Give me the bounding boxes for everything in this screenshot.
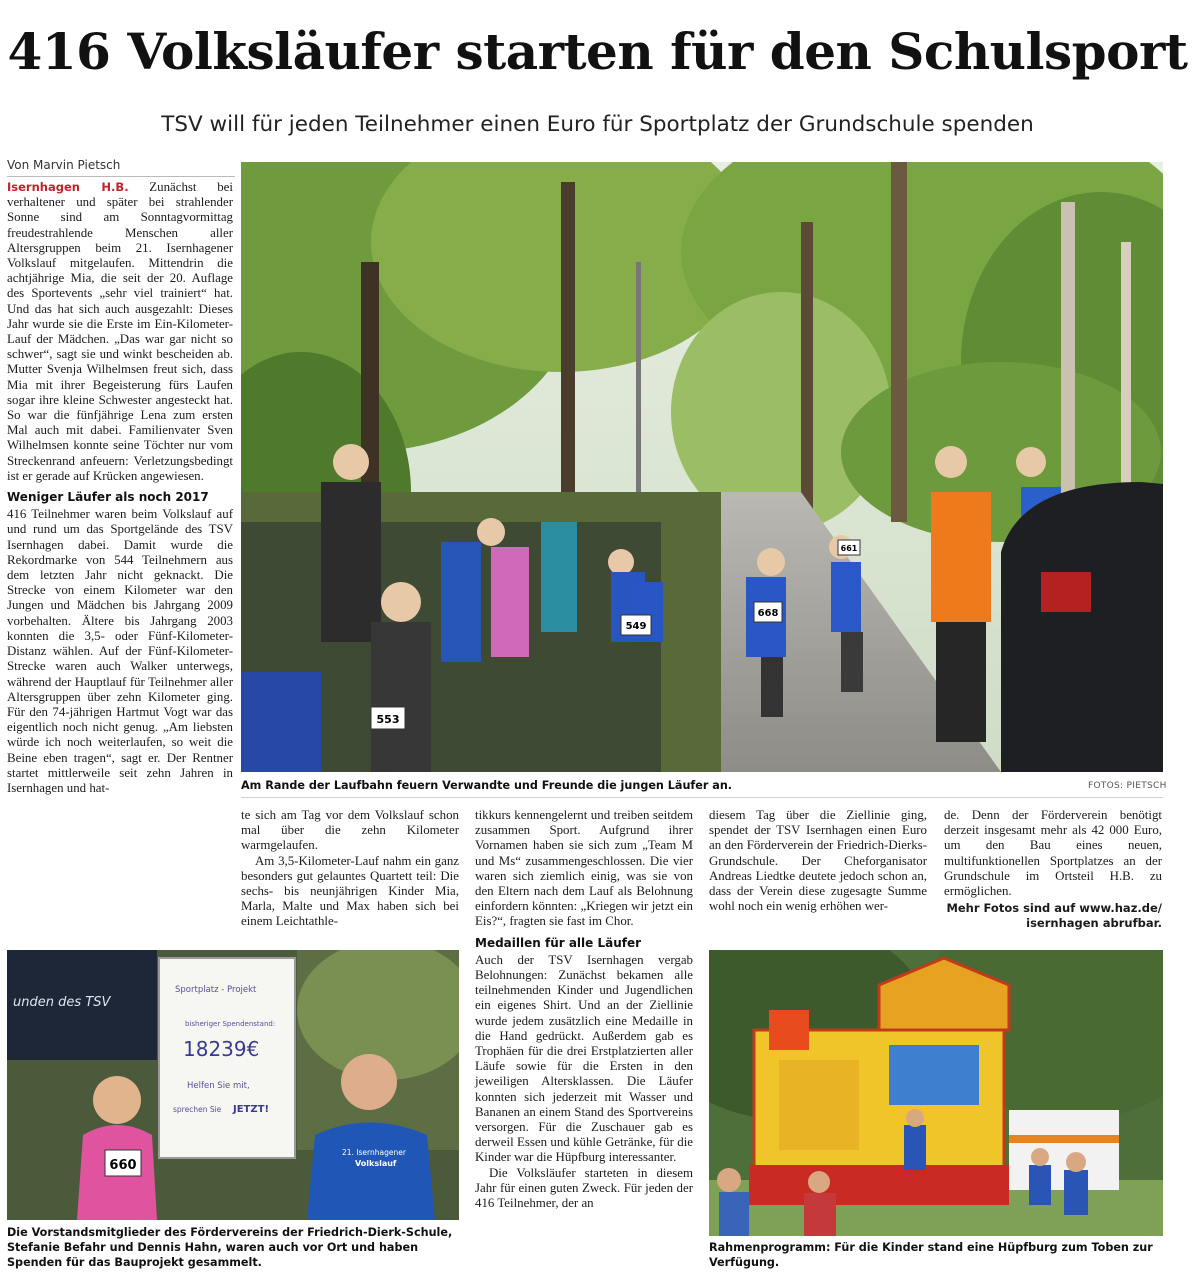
subheadline: TSV will für jeden Teilnehmer einen Euro für Sportplatz der Grundschule spenden	[161, 112, 1034, 137]
more-photos-note	[944, 901, 1162, 931]
shirt-text-2: Volkslauf	[355, 1159, 397, 1168]
bib-660: 660	[109, 1158, 137, 1173]
paragraph: 416 Teilnehmer waren beim Volkslauf auf und rund um das Sportgelände des TSV Isernhagen dabei. Damit wurde die Rekordmarke von 544 Teilnehmern aus dem letzten Jahr nicht geknackt. Die Strecke von einem Kilometer war den Jungen und Mädchen bis Jahrgang 2009 vorbehalten. Ältere bis Jahrgang 2003 konnten die 3,5- oder Fünf-Kilometer-Distanz wählen. Auf der Fünf-Kilometer-Strecke waren auch Walker unterwegs, während der Hauptlauf für Teilnehmer aller Altersgruppen über zehn Kilometer ging. Für den 74-jährigen Hartmut Vogt war das eigentlich noch nicht genug. „Am liebsten würde ich noch weiterlaufen, so weit die Beine eben tragen“, sagt er. Der Rentner startet mittlerweile seit zehn Jahren in Isernhagen und hat-	[7, 507, 233, 795]
paragraph: de. Denn der Förderverein benötigt derzeit insgesamt mehr als 42 000 Euro, um den Bau eines neuen, multifunktionellen Sportplatzes an der Grundschule im Ortsteil H.B. zu ermöglichen.	[944, 808, 1162, 899]
main-photo-caption: Am Rande der Laufbahn feuern Verwandte und Freunde die jungen Läufer an.	[241, 779, 733, 792]
article-column-2	[241, 808, 459, 930]
paragraph: Auch der TSV Isernhagen vergab Belohnungen: Zunächst bekamen alle teilnehmenden Kinder und Jugendlichen ein eigenes Shirt. Und an der Ziellinie wurde jedem zusätzlich eine Medaille in die Hand gedrückt. Außerdem gab es Trophäen für die drei Erstplatzierten aller Läufe sowie für die Ersten in den jeweiligen Altersklassen. Die Läufer konnten sich jederzeit mit Wasser und Bananen an einem Stand des Sportvereins versorgen. Für die Zuschauer gab es derweil Essen und kühle Getränke, für die Kinder war die Hüpfburg interessanter.	[475, 952, 693, 1165]
main-photo-race	[241, 162, 1163, 772]
board-line-2: bisheriger Spendenstand:	[185, 1020, 276, 1028]
bib-553: 553	[376, 713, 400, 726]
article-column-3	[475, 808, 693, 1211]
bib-549: 549	[625, 621, 647, 632]
banner-text: unden des TSV	[13, 995, 111, 1010]
paragraph: tikkurs kennengelernt und treiben seitdem zusammen Sport. Aufgrund ihrer Vornamen haben sie sich zum „Team M und Ms“ zusammengeschlossen. Die vier waren sich ziemlich einig, was sie von den Eltern nach dem Lauf als Belohnung einfordern könnten: „Kriegen wir jetzt ein Eis?“, fragten sie fast im Chor.	[475, 808, 693, 929]
byline: Von Marvin Pietsch	[7, 158, 235, 177]
photo-board-members	[7, 950, 459, 1220]
more-photos-line-2: isernhagen abrufbar.	[1026, 916, 1162, 931]
placeline: Isernhagen H.B.	[7, 180, 129, 194]
runners-on-road-image	[241, 162, 1163, 772]
photo2-caption: Die Vorstandsmitglieder des Fördervereins der Friedrich-Dierk-Schule, Stefanie Befahr und Dennis Hahn, waren auch vor Ort und haben Spenden für das Bauprojekt gesammelt.	[7, 1226, 453, 1269]
bouncy-castle-image	[709, 950, 1163, 1236]
article-column-1	[7, 180, 233, 796]
photo-bouncy-castle	[709, 950, 1163, 1236]
subtitle-medals: Medaillen für alle Läufer	[475, 935, 642, 950]
shirt-text-1: 21. Isernhagener	[342, 1148, 406, 1157]
board-members-image	[7, 950, 459, 1220]
board-line-5: sprechen Sie	[173, 1105, 222, 1114]
board-line-4: Helfen Sie mit,	[187, 1081, 250, 1091]
board-line-1: Sportplatz - Projekt	[175, 985, 257, 995]
paragraph: Am 3,5-Kilometer-Lauf nahm ein ganz besonders gut gelauntes Quartett teil: Die sechs- bis neunjährigen Kinder Mia, Marla, Malte und Max haben sich bei einem Leichtathle-	[241, 853, 459, 929]
article-column-5	[944, 808, 1162, 931]
subtitle-fewer-runners: Weniger Läufer als noch 2017	[7, 490, 209, 505]
bib-661: 661	[840, 544, 858, 553]
paragraph: te sich am Tag vor dem Volkslauf schon mal über die zehn Kilometer warmgelaufen.	[241, 808, 459, 853]
photo-credit: FOTOS: PIETSCH	[1088, 781, 1167, 791]
more-photos-line-1: Mehr Fotos sind auf www.haz.de/	[946, 901, 1162, 916]
board-line-6: JETZT!	[233, 1104, 270, 1115]
photo3-caption: Rahmenprogramm: Für die Kinder stand eine Hüpfburg zum Toben zur Verfügung.	[709, 1241, 1153, 1269]
paragraph: Die Volksläufer starteten in diesem Jahr für einen guten Zweck. Für jeden der 416 Teilnehmer, der an	[475, 1165, 693, 1211]
article-column-4	[709, 808, 927, 914]
paragraph: diesem Tag über die Ziellinie ging, spendet der TSV Isernhagen einen Euro an den Förderverein der Friedrich-Dierks-Grundschule. Der Cheforganisator Andreas Liedtke deutete jedoch schon an, dass der Verein diese zugesagte Summe wohl noch ein wenig erhöhen wer-	[709, 808, 927, 914]
board-line-amount: 18239€	[183, 1037, 260, 1061]
headline: 416 Volksläufer starten für den Schulsport	[7, 22, 1188, 81]
lead-paragraph: Zunächst bei verhaltener und später bei strahlender Sonne sind am Sonntagvormittag freudestrahlende Menschen aller Altersgruppen beim 21. Isernhagener Volkslauf mitgelaufen. Mittendrin die achtjährige Mia, die seit der 20. Auflage des Sportevents „sehr viel trainiert“ hat. Und das hat sich auch ausgezahlt: Dieses Jahr wurde sie die Erste im Ein-Kilometer-Lauf der Mädchen. „Das war gar nicht so schwer“, sagt sie und winkt bescheiden ab. Mutter Svenja Wilhelmsen freut sich, dass Mia mit ihrer Begeisterung fürs Laufen sogar ihre kleine Schwester angesteckt hat. So war die fünfjährige Lena zum ersten Mal auch mit dabei. Familienvater Sven Wilhelmsen konnte seine Töchter nur vom Streckenrand anfeuern: Verletzungsbedingt ist er gerade auf Krücken angewiesen.	[7, 180, 233, 483]
divider	[241, 797, 1163, 798]
bib-668: 668	[757, 608, 779, 619]
